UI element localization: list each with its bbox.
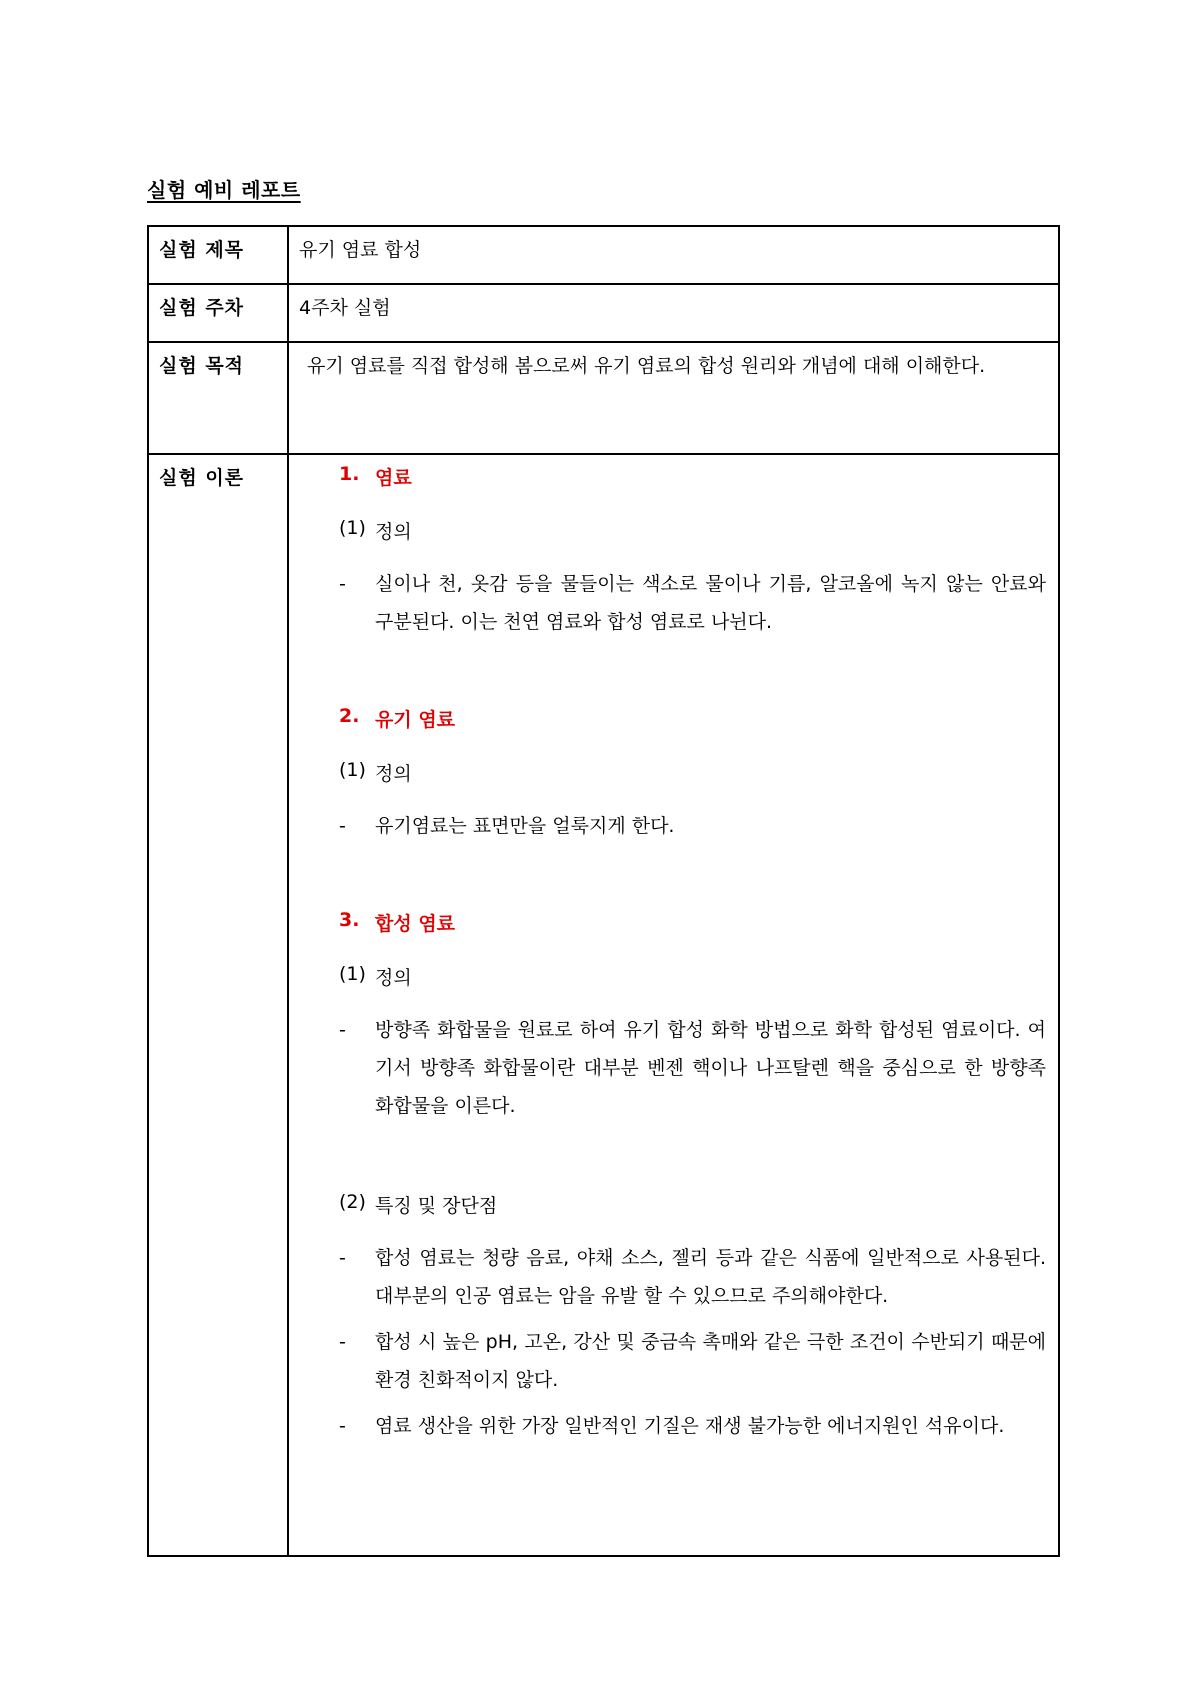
sub-heading (339, 517, 1048, 557)
sub-title: 정의 (375, 521, 412, 543)
row-value-purpose (288, 342, 1059, 454)
row-label-theory: 실험 이론 (148, 454, 288, 1556)
section-title: 유기 염료 (375, 709, 456, 731)
purpose-text: 유기 염료를 직접 합성해 봄으로써 유기 염료의 합성 원리와 개념에 대해 이해한다. (307, 355, 986, 377)
bullet-item (339, 1011, 1048, 1125)
section-number: 3. (339, 909, 360, 931)
bullet-text: 방향족 화합물을 원료로 하여 유기 합성 화학 방법으로 화학 합성된 염료이다. 여기서 방향족 화합물이란 대부분 벤젠 핵이나 나프탈렌 핵을 중심으로 한 방향족 화합물을 이른다. (375, 1019, 1046, 1117)
bullet-marker: - (339, 815, 346, 837)
sub-number: (1) (339, 963, 366, 985)
sub-number: (2) (339, 1191, 366, 1213)
sub-title: 정의 (375, 763, 412, 785)
bullet-item (339, 1239, 1048, 1315)
bullet-marker: - (339, 573, 346, 595)
sub-number: (1) (339, 759, 366, 781)
sub-heading (339, 759, 1048, 799)
section-heading (339, 705, 1048, 745)
bullet-item (339, 565, 1048, 641)
bullet-text: 유기염료는 표면만을 얼룩지게 한다. (375, 815, 675, 837)
row-label-purpose: 실험 목적 (148, 342, 288, 454)
row-value-week: 4주차 실험 (288, 284, 1059, 342)
bullet-text: 합성 염료는 청량 음료, 야채 소스, 젤리 등과 같은 식품에 일반적으로 사용된다. 대부분의 인공 염료는 암을 유발 할 수 있으므로 주의해야한다. (375, 1247, 1046, 1307)
row-label-week: 실험 주차 (148, 284, 288, 342)
report-table (147, 225, 1060, 1557)
table-row-purpose (148, 342, 1059, 454)
bullet-item (339, 1323, 1048, 1399)
table-row-title (148, 226, 1059, 284)
section-number: 2. (339, 705, 360, 727)
sub-heading (339, 1191, 1048, 1231)
row-label-title: 실험 제목 (148, 226, 288, 284)
sub-title: 정의 (375, 967, 412, 989)
bullet-text: 합성 시 높은 pH, 고온, 강산 및 중금속 촉매와 같은 극한 조건이 수반되기 때문에 환경 친화적이지 않다. (375, 1331, 1046, 1391)
section-title: 염료 (375, 467, 412, 489)
bullet-marker: - (339, 1331, 346, 1353)
bullet-marker: - (339, 1019, 346, 1041)
bullet-item (339, 807, 1048, 845)
bullet-marker: - (339, 1415, 346, 1437)
bullet-text: 실이나 천, 옷감 등을 물들이는 색소로 물이나 기름, 알코올에 녹지 않는 안료와 구분된다. 이는 천연 염료와 합성 염료로 나뉜다. (375, 573, 1046, 633)
sub-title: 특징 및 장단점 (375, 1195, 498, 1217)
sub-number: (1) (339, 517, 366, 539)
table-row-week (148, 284, 1059, 342)
section-heading (339, 909, 1048, 949)
table-row-theory (148, 454, 1059, 1556)
section-heading (339, 463, 1048, 503)
section-number: 1. (339, 463, 360, 485)
document-title: 실험 예비 레포트 (147, 178, 301, 202)
theory-content (288, 454, 1059, 1556)
section-title: 합성 염료 (375, 913, 456, 935)
theory-body (299, 463, 1048, 1445)
row-value-title: 유기 염료 합성 (288, 226, 1059, 284)
bullet-text: 염료 생산을 위한 가장 일반적인 기질은 재생 불가능한 에너지원인 석유이다. (375, 1415, 1005, 1437)
bullet-marker: - (339, 1247, 346, 1269)
bullet-item (339, 1407, 1048, 1445)
sub-heading (339, 963, 1048, 1003)
